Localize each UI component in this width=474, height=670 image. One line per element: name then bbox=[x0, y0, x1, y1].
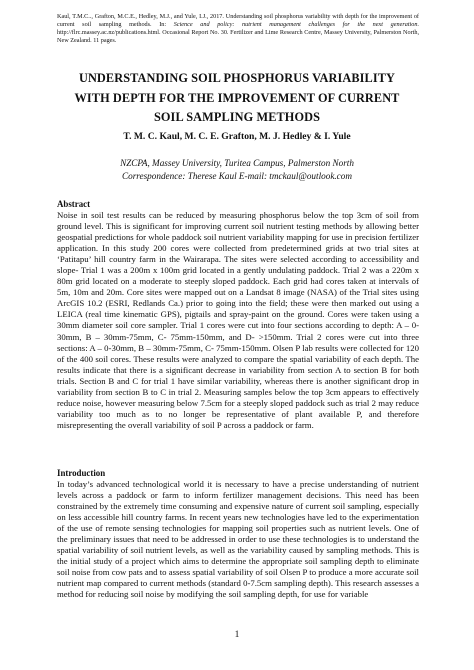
citation-link[interactable]: http://flrc.massey.ac.nz/publications.html bbox=[57, 28, 160, 36]
title-line: SOIL SAMPLING METHODS bbox=[153, 110, 321, 124]
abstract-heading: Abstract bbox=[57, 199, 91, 209]
citation-book-title: Science and policy: nutrient management challenges for the next generation. bbox=[173, 20, 419, 28]
citation-header bbox=[57, 13, 419, 45]
title-line: UNDERSTANDING SOIL PHOSPHORUS VARIABILITY bbox=[78, 71, 396, 85]
title-line: WITH DEPTH FOR THE IMPROVEMENT OF CURRENT bbox=[74, 90, 400, 105]
introduction-section bbox=[57, 468, 419, 601]
author-list: T. M. C. Kaul, M. C. E. Grafton, M. J. Hedley & I. Yule bbox=[123, 131, 351, 142]
correspondence-line: Correspondence: Therese Kaul E-mail: tmckaul@outlook.com bbox=[121, 170, 352, 181]
paper-title bbox=[60, 69, 414, 128]
introduction-text: In today’s advanced technological world it is necessary to have a precise understanding of nutrient levels across a paddock or farm to inform fertilizer management decisions. This need has been constrained by the extremely time consuming and expensive nature of current soil sampling, especially on less accessible hill country farms. In recent years new technologies have led to the experimentation of the use of remote sensing technologies for mapping soil properties such as nutrient levels. One of the preliminary issues that need to be addressed in order to use these technologies is to understand the spatial variability of soil nutrient levels, as well as the variability caused by sampling methods. This is the initial study of a project which aims to determine the appropriate soil sampling depth to eliminate soil noise from cow pats and to assess spatial variability of soil Olsen P to produce a more accurate soil nutrient map compared to current methods (standard 0-7.5cm sampling depth). This research assesses a method for reducing soil noise by modifying the soil sampling depth, for use for variable bbox=[57, 479, 419, 600]
page-number: 1 bbox=[234, 630, 240, 640]
citation-text-end: . Occasional Report No. 30. Fertilizer and Lime Research Centre, Massey University, Palmerston North, New Zealand. 11 pages. bbox=[57, 28, 419, 44]
introduction-heading: Introduction bbox=[57, 468, 106, 478]
abstract-text: Noise in soil test results can be reduced by measuring phosphorus below the top 3cm of soil from ground level. This is significant for improving current soil nutrient testing methods by allowing better geospatial predictions for whole paddock soil nutrient variability mapping for use in precision fertilizer application. In this study 200 cores were collected from predetermined grids at two trial sites at ‘Patitapu’ hill country farm in the Wairarapa. The sites were selected according to accessibility and slope- Trial 1 was a 200m x 100m grid located in a gently undulating paddock. Trial 2 was a 220m x 80m grid located on a moderate to steeply sloped paddock. Each grid had cores taken at intervals of 5m, 10m and 20m. Core sites were mapped out on a Landsat 8 image (NASA) of the Trial sites using ArcGIS 10.2 (ESRI, Redlands Ca.) prior to going into the field; these were then marked out using a LEICA (real time kinematic GPS), pigtails and spray-paint on the ground. Cores were taken using a 30mm diameter soil core sampler. Trial 1 cores were cut into four sections according to depth: A – 0-30mm, B – 30mm-75mm, C- 75mm-150mm, and D- >150mm. Trial 2 cores were cut into three sections: A – 0-30mm, B – 30mm-75mm, C- 75mm-150mm. Olsen P lab results were collected for 120 of the 400 soil cores. These results were analyzed to compare the spatial variability of each depth. The results indicate that there is a significant decrease in variability from section A to section B for both trials. Section B and C for trial 1 have similar variability, whereas there is another significant drop in variability from section B to C in trial 2. Measuring samples below the top 3cm appears to effectively reduce noise, however measuring below 7.5cm for a steeply sloped paddock such as trial 2 may reduce variability too much as to no longer be representative of plant available P, and therefore misrepresenting the overall variability of soil P across a paddock or farm. bbox=[57, 210, 419, 430]
citation-text: Kaul, T.M.C.., Grafton, M.C.E., Hedley, M.J., and Yule, I.J., 2017. Understanding soil phosphorus variability with depth for the improvement of current soil sampling methods. In: bbox=[57, 13, 419, 28]
affiliation-line: NZCPA, Massey University, Turitea Campus, Palmerston North bbox=[120, 158, 354, 168]
affiliation bbox=[60, 157, 414, 182]
abstract-section bbox=[57, 199, 419, 431]
